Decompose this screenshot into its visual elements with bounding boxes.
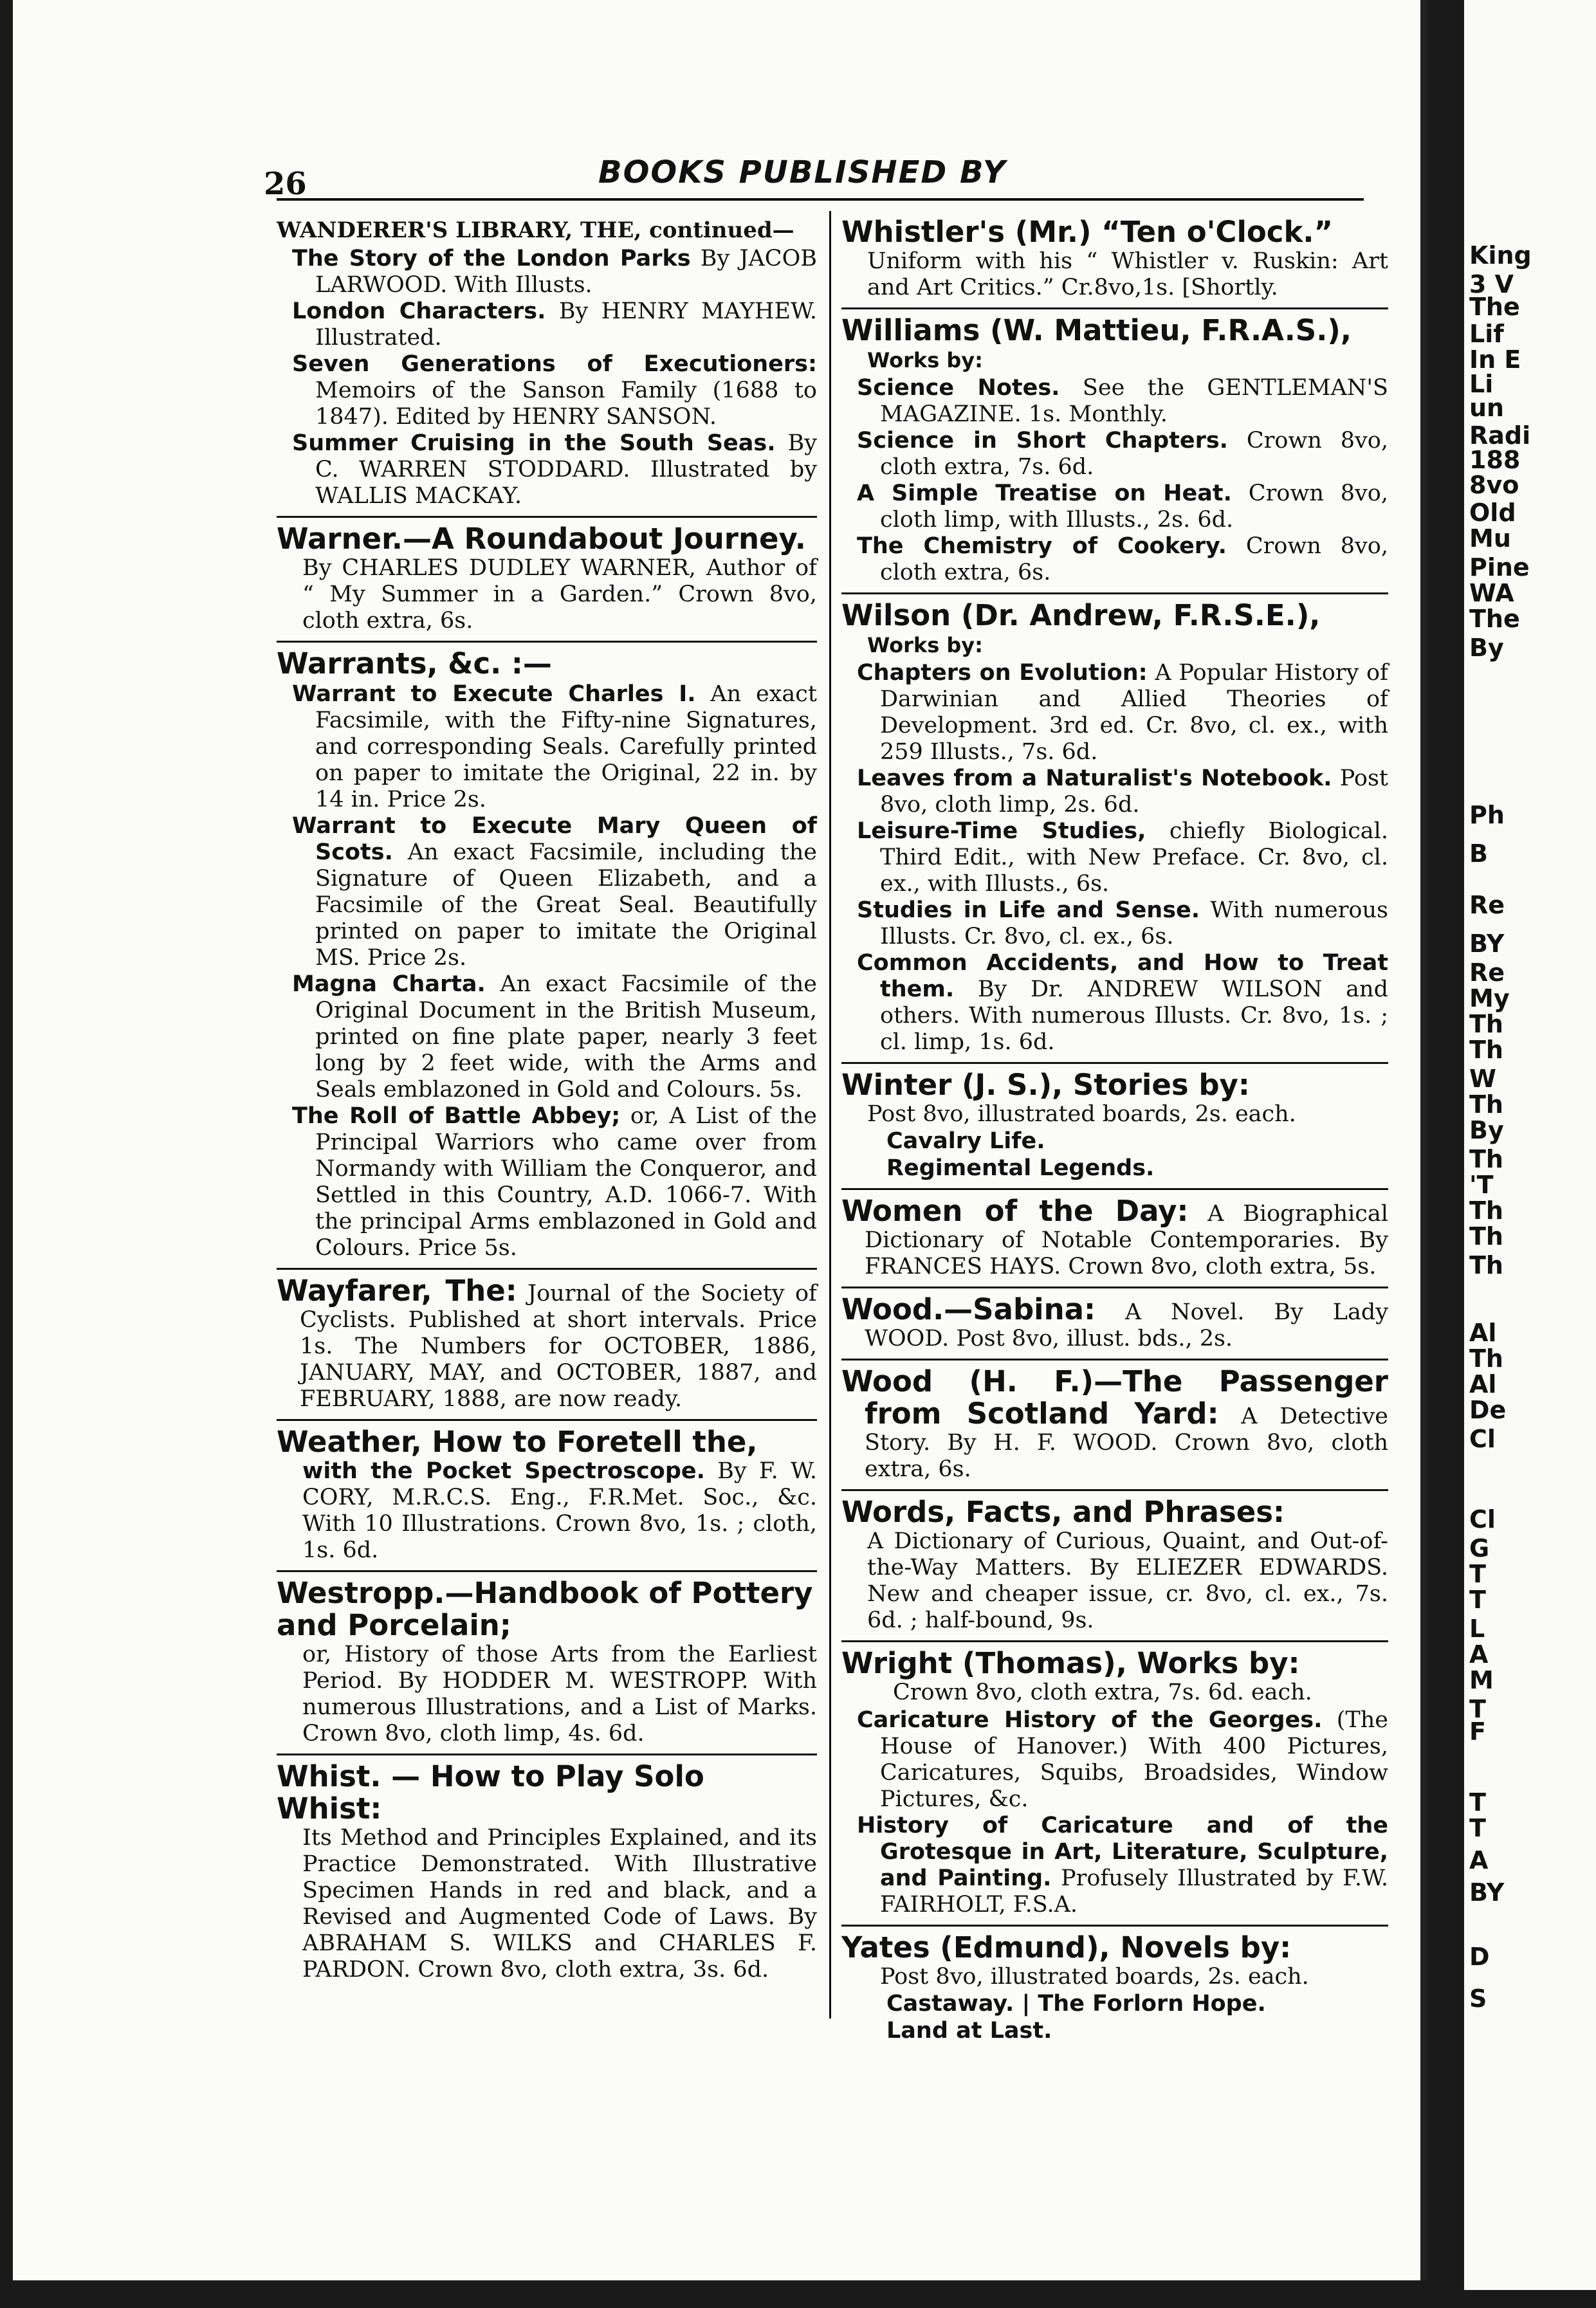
facing-page-fragment: 8vo [1469,471,1519,499]
sub-title: Warrant to Execute Mary Queen of Scots. [292,813,817,865]
facing-page-fragment: Th [1469,1344,1503,1373]
right-column [841,211,1388,2051]
sub-items [841,660,1388,1056]
running-title: BOOKS PUBLISHED BY [598,154,1007,190]
facing-page-fragment: Li [1469,370,1494,398]
entry-women-of-the-day [841,1190,1388,1288]
facing-page-fragment: Cl [1469,1505,1496,1534]
sub-title: London Characters. [292,298,546,324]
facing-page-fragment: Pine [1469,553,1530,582]
sub-desc: By HENRY MAYHEW. Illustrated. [315,298,817,351]
book-title: Regimental Legends. [886,1155,1155,1181]
column-divider [829,211,831,2019]
facing-page-fragment: G [1469,1534,1490,1562]
facing-page-fragment: The [1469,605,1520,633]
entry-warner [277,518,817,643]
entry-heading: Words, Facts, and Phrases: [841,1495,1285,1529]
sub-items [841,1707,1388,1918]
sub-title: Seven Generations of Executioners: [292,351,817,377]
entry-heading: Wilson (Dr. Andrew, F.R.S.E.), [841,598,1321,632]
entry-body: Uniform with his “ Whistler v. Ruskin: Art and Art Critics.” Cr.8vo,1s. [Shortly. [867,248,1388,300]
works-by-label: Works by: [867,633,983,657]
facing-page-fragment: By [1469,634,1504,662]
entry-wilson [841,594,1388,1064]
facing-page-fragment: In E [1469,345,1521,374]
entry-body: A Dictionary of Curious, Quaint, and Out-of-the-Way Matters. By ELIEZER EDWARDS. New and cheaper issue, cr. 8vo, cl. ex., 7s. 6d. ; half-bound, 9s. [867,1528,1388,1633]
facing-page-fragment: 'T [1469,1171,1494,1199]
sub-desc: Memoirs of the Sanson Family (1688 to 1847). Edited by HENRY SANSON. [315,378,817,430]
facing-page-fragment: T [1469,1788,1486,1817]
entry-heading: Wood.—Sabina: [841,1292,1096,1326]
entry-westropp [277,1572,817,1755]
sub-title: Magna Charta. [292,971,486,997]
facing-page-fragment: BY [1469,1878,1505,1907]
entry-heading: Yates (Edmund), Novels by: [841,1930,1292,1965]
entry-body: or, History of those Arts from the Earliest Period. By HODDER M. WESTROPP. With numerous Illustrations, and a List of Marks. Crown 8vo, cloth limp, 4s. 6d. [302,1642,817,1746]
sub-title: Leisure-Time Studies, [857,818,1146,844]
sub-desc: chiefly Biological. Third Edit., with New Preface. Cr. 8vo, cl. ex., with Illusts., 6s. [880,818,1388,897]
sub-item [277,246,817,509]
sub-desc: or, A List of the Principal Warriors who came over from Normandy with William the Conqueror, and Settled in this Country, A.D. 1066-7. With the principal Arms emblazoned in Gold and Colours. Price 5s. [315,1103,817,1261]
facing-page-fragment: 3 V [1469,270,1514,298]
sub-desc: An exact Facsimile, including the Signature of Queen Elizabeth, and a Facsimile of the Great Seal. Beautifully printed on paper to imitate the Original MS. Price 2s. [315,839,817,971]
sub-title: Summer Cruising in the South Seas. [292,430,776,456]
sub-title: Chapters on Evolution: [857,660,1148,686]
entry-body: By F. W. CORY, M.R.C.S. Eng., F.R.Met. Soc., &c. With 10 Illustrations. Crown 8vo, 1s. ; cloth, 1s. 6d. [302,1458,817,1563]
entry-subtitle: with the Pocket Spectroscope. [302,1458,705,1484]
facing-page-fragment: L [1469,1615,1485,1643]
facing-page-fragment: De [1469,1396,1507,1424]
facing-page-fragment: King [1469,241,1532,270]
sub-desc: An exact Facsimile of the Original Document in the British Museum, printed on fine plate paper, nearly 3 feet long by 2 feet wide, with the Arms and Seals emblazoned in Gold and Colours. 5s. [315,971,817,1103]
sub-title: The Chemistry of Cookery. [857,533,1227,559]
facing-page-fragment: A [1469,1640,1489,1669]
sub-title: A Simple Treatise on Heat. [857,481,1232,506]
sub-desc: With numerous Illusts. Cr. 8vo, cl. ex., 6s. [880,897,1388,949]
facing-page-fragment: A [1469,1846,1489,1874]
entry-yates [841,1927,1388,2051]
facing-page [1464,0,1596,2290]
entry-body: Post 8vo, illustrated boards, 2s. each. [867,1101,1296,1127]
facing-page-fragment: T [1469,1560,1486,1588]
entry-heading: Wayfarer, The: [277,1274,517,1308]
header-rule [277,198,1364,201]
facing-page-fragment: Th [1469,1222,1503,1250]
entry-body: By CHARLES DUDLEY WARNER, Author of “ My Summer in a Garden.” Crown 8vo, cloth extra, 6s. [302,555,817,634]
book-title: Castaway. | The Forlorn Hope. [886,1991,1266,2017]
sub-desc: An exact Facsimile, with the Fifty-nine Signatures, and corresponding Seals. Carefully printed on paper to imitate the Original, 22 in. by 14 in. Price 2s. [315,681,817,812]
entry-heading: Warner.—A Roundabout Journey. [277,522,806,556]
entry-weather [277,1421,817,1572]
sub-desc: Crown 8vo, cloth limp, with Illusts., 2s. 6d. [880,481,1388,533]
sub-desc: (The House of Hanover.) With 400 Pictures, Caricatures, Squibs, Broadsides, Window Pictures, &c. [880,1707,1388,1812]
entry-heading: Whistler's (Mr.) “Ten o'Clock.” [841,215,1334,249]
entry-heading: Winter (J. S.), Stories by: [841,1068,1250,1102]
facing-page-fragment: un [1469,394,1505,422]
facing-page-fragment: Re [1469,891,1505,919]
entry-warrants [277,643,817,1270]
sub-title: Common Accidents, and How to Treat them. [857,950,1388,1002]
facing-page-fragment: BY [1469,930,1505,958]
facing-page-fragment: Th [1469,1251,1503,1279]
facing-page-fragment: Al [1469,1370,1497,1398]
sub-desc: Crown 8vo, cloth extra, 6s. [880,533,1388,585]
facing-page-fragment: F [1469,1717,1486,1746]
sub-title: The Story of the London Parks [292,246,691,271]
entry-heading: Wood (H. F.)—The Passenger from Scotland Yard: [841,1364,1388,1431]
entry-whistler [841,211,1388,309]
entry-wood-hf [841,1360,1388,1491]
sub-desc: See the GENTLEMAN'S MAGAZINE. 1s. Monthly. [880,375,1388,427]
facing-page-fragment: By [1469,1116,1504,1144]
sub-items [841,375,1388,586]
sub-title: Warrant to Execute Charles I. [292,681,696,707]
entry-heading: Whist. — How to Play Solo Whist: [277,1759,704,1826]
sub-desc: Profusely Illustrated by F.W. FAIRHOLT, F.S.A. [880,1865,1389,1918]
sub-title: Studies in Life and Sense. [857,897,1200,923]
entry-heading: Warrants, &c. :— [277,646,552,681]
entry-body: A Biographical Dictionary of Notable Contemporaries. By FRANCES HAYS. Crown 8vo, cloth extra, 5s. [865,1201,1388,1279]
entry-williams [841,309,1388,594]
page-number: 26 [264,166,307,202]
sub-title: The Roll of Battle Abbey; [292,1103,621,1129]
entry-body: Post 8vo, illustrated boards, 2s. each. [880,1964,1309,1990]
entry-wanderers-library [277,211,817,518]
entry-heading: Wright (Thomas), Works by: [841,1646,1300,1680]
sub-title: Science Notes. [857,375,1060,401]
entry-wayfarer [277,1270,817,1421]
facing-page-fragment: T [1469,1814,1486,1842]
facing-page-fragment: S [1469,1984,1487,2013]
facing-page-fragment: WA [1469,579,1514,607]
facing-page-fragment: D [1469,1943,1490,1971]
facing-page-fragment: The [1469,293,1520,321]
entry-body: A Detective Story. By H. F. WOOD. Crown 8vo, cloth extra, 6s. [865,1404,1388,1482]
facing-page-fragment: M [1469,1666,1494,1694]
entry-heading: Weather, How to Foretell the, [277,1425,758,1459]
facing-page-fragment: W [1469,1065,1496,1093]
entry-winter [841,1064,1388,1190]
facing-page-fragment: Mu [1469,524,1511,553]
entry-heading: Women of the Day: [841,1194,1189,1228]
entry-body: A Novel. By Lady WOOD. Post 8vo, illust. bds., 2s. [865,1299,1388,1351]
entry-heading: Westropp.—Handbook of Pottery and Porcelain; [277,1576,813,1642]
entry-heading: Williams (W. Mattieu, F.R.A.S.), [841,313,1352,347]
facing-page-fragment: Ph [1469,801,1505,829]
entry-body: Its Method and Principles Explained, and its Practice Demonstrated. With Illustrative Specimen Hands in red and black, and a Revised and Augmented Code of Laws. By ABRAHAM S. WILKS and CHARLES F. PARDON. Crown 8vo, cloth extra, 3s. 6d. [302,1825,817,1983]
facing-page-fragment: B [1469,839,1488,868]
facing-page-fragment: Re [1469,958,1505,987]
facing-page-fragment: 188 [1469,446,1521,474]
book-title: Land at Last. [886,2018,1052,2044]
sub-desc: By Dr. ANDREW WILSON and others. With numerous Illusts. Cr. 8vo, 1s. ; cl. limp, 1s. 6d. [880,976,1388,1055]
page-header [264,153,1367,202]
entry-wood-sabina [841,1288,1388,1360]
facing-page-fragment: Th [1469,1196,1503,1225]
entry-words-facts-phrases [841,1491,1388,1642]
entry-whist [277,1755,817,1990]
sub-desc: Post 8vo, cloth limp, 2s. 6d. [880,765,1388,818]
facing-page-fragment: Th [1469,1036,1503,1064]
sub-desc: A Popular History of Darwinian and Allied Theories of Development. 3rd ed. Cr. 8vo, cl. ex., with 259 Illusts., 7s. 6d. [880,660,1388,765]
sub-title: History of Caricature and of the Grotesque in Art, Literature, Sculpture, and Painting. [857,1813,1388,1891]
sub-title: Leaves from a Naturalist's Notebook. [857,765,1332,791]
entry-wright [841,1642,1388,1927]
facing-page-fragment: Th [1469,1010,1503,1038]
sub-desc: By JACOB LARWOOD. With Illusts. [315,246,817,298]
facing-page-fragment: Lif [1469,320,1504,348]
facing-page-fragment: Al [1469,1319,1497,1347]
book-title: Cavalry Life. [886,1128,1045,1154]
sub-title: Science in Short Chapters. [857,428,1228,453]
sub-desc: Crown 8vo, cloth extra, 7s. 6d. [880,428,1388,480]
entry-body: Journal of the Society of Cyclists. Published at short intervals. Price 1s. The Numbers for OCTOBER, 1886, JANUARY, MAY, and OCTOBER, 1887, and FEBRUARY, 1888, are now ready. [300,1281,817,1412]
works-by-label: Works by: [867,348,983,372]
facing-page-fragment: Cl [1469,1425,1496,1453]
left-column [277,211,817,1990]
facing-page-fragment: T [1469,1695,1486,1723]
facing-page-fragment: Th [1469,1145,1503,1173]
entry-heading: WANDERER'S LIBRARY, THE, continued— [277,217,794,243]
entry-body: Crown 8vo, cloth extra, 7s. 6d. each. [893,1680,1312,1705]
facing-page-fragment: My [1469,984,1510,1012]
facing-page-fragment: Th [1469,1090,1503,1119]
facing-page-fragment: T [1469,1586,1486,1614]
sub-desc: By C. WARREN STODDARD. Illustrated by WALLIS MACKAY. [315,430,817,509]
sub-title: Caricature History of the Georges. [857,1707,1323,1733]
facing-page-fragment: Old [1469,499,1516,527]
facing-page-fragment: Radi [1469,421,1531,450]
sub-items [277,681,817,1261]
